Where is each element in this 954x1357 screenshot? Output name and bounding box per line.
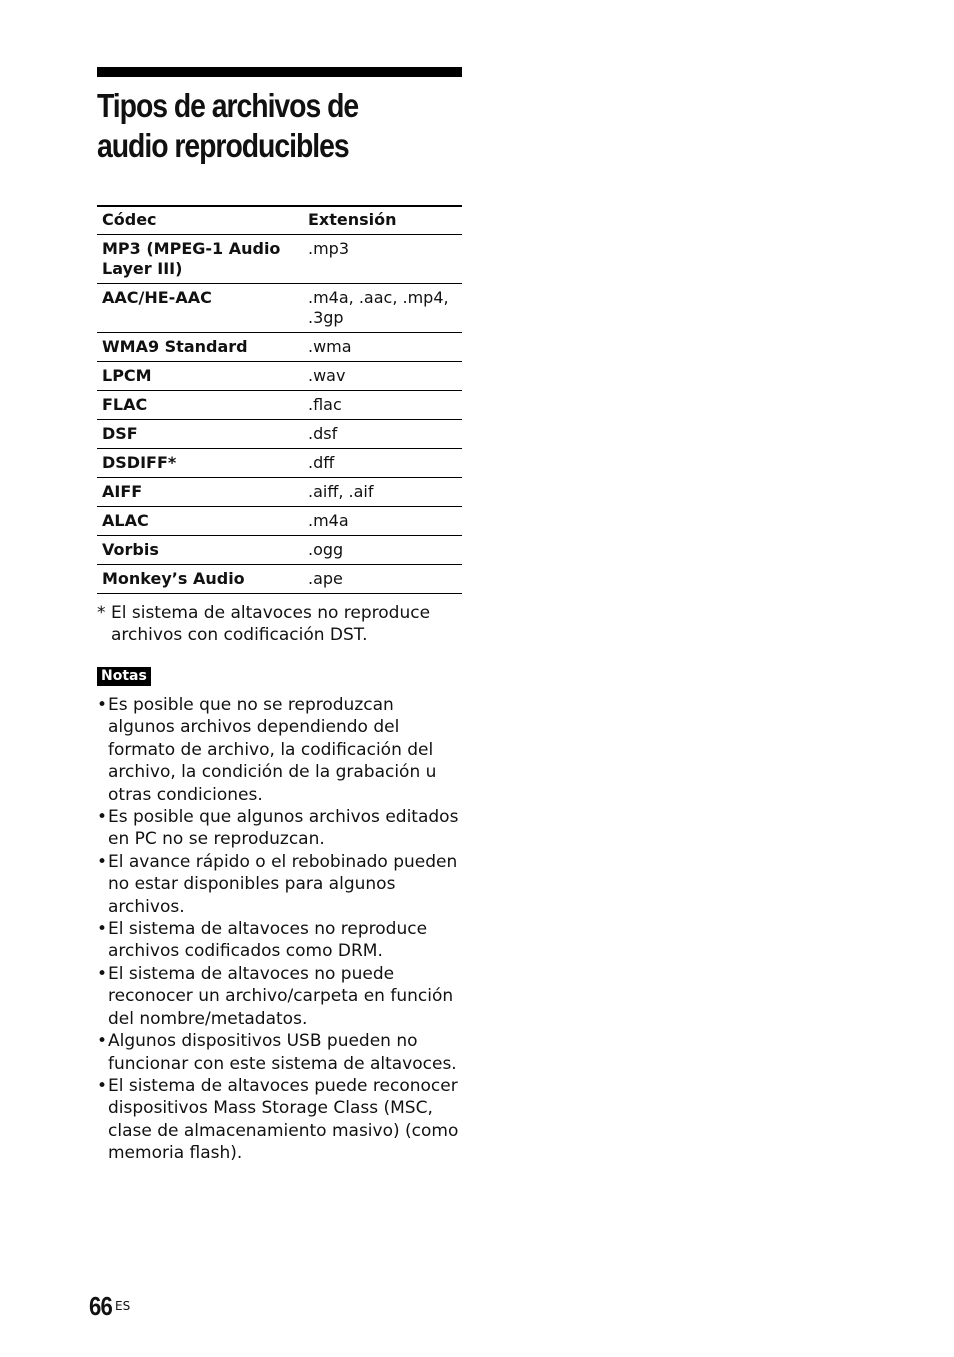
list-item <box>97 694 462 806</box>
table-row <box>97 391 462 420</box>
codec-cell: LPCM <box>97 362 303 391</box>
codec-cell: DSDIFF* <box>97 449 303 478</box>
codec-cell: AIFF <box>97 478 303 507</box>
codec-cell: ALAC <box>97 507 303 536</box>
table-row <box>97 565 462 594</box>
extension-cell: .m4a <box>303 507 462 536</box>
header-codec: Códec <box>97 206 303 235</box>
notes-list <box>97 694 462 1165</box>
header-extension: Extensión <box>303 206 462 235</box>
extension-cell: .wav <box>303 362 462 391</box>
footnote-mark: * <box>97 603 106 623</box>
note-text: Es posible que algunos archivos editados en PC no se reproduzcan. <box>108 807 459 850</box>
table-row <box>97 507 462 536</box>
extension-cell: .aiff, .aif <box>303 478 462 507</box>
extension-cell: .flac <box>303 391 462 420</box>
codec-cell: Monkey’s Audio <box>97 565 303 594</box>
bullet-icon: • <box>97 919 108 940</box>
page-language-code: ES <box>115 1299 131 1313</box>
bullet-icon: • <box>97 851 108 872</box>
page-title-line-2: audio reproducibles <box>97 127 349 164</box>
page-title-line-1: Tipos de archivos de <box>97 87 359 124</box>
codec-cell: Vorbis <box>97 536 303 565</box>
list-item <box>97 1075 462 1165</box>
bullet-icon: • <box>97 1031 108 1052</box>
table-row <box>97 536 462 565</box>
note-text: Algunos dispositivos USB pueden no funcionar con este sistema de altavoces. <box>108 1031 457 1074</box>
note-text: El sistema de altavoces no puede reconocer un archivo/carpeta en función del nombre/metadatos. <box>108 963 454 1029</box>
note-text: El avance rápido o el rebobinado pueden no estar disponibles para algunos archivos. <box>108 851 458 917</box>
table-row <box>97 478 462 507</box>
codec-table <box>97 205 462 594</box>
bullet-icon: • <box>97 1075 108 1096</box>
codec-cell: MP3 (MPEG-1 Audio Layer III) <box>97 235 303 284</box>
list-item <box>97 851 462 918</box>
page-title <box>97 86 458 166</box>
table-header-row <box>97 206 462 235</box>
extension-cell: .wma <box>303 333 462 362</box>
bullet-icon: • <box>97 963 108 984</box>
footnote-text: El sistema de altavoces no reproduce archivos con codificación DST. <box>111 603 431 645</box>
notes-label: Notas <box>97 667 151 686</box>
table-row <box>97 362 462 391</box>
extension-cell: .mp3 <box>303 235 462 284</box>
list-item <box>97 918 462 963</box>
table-row <box>97 420 462 449</box>
table-footnote <box>97 602 462 646</box>
table-row <box>97 284 462 333</box>
table-row <box>97 449 462 478</box>
title-rule <box>97 67 462 77</box>
note-text: Es posible que no se reproduzcan algunos archivos dependiendo del formato de archivo, la codificación del archivo, la condición de la grabación u otras condiciones. <box>108 695 437 805</box>
extension-cell: .dsf <box>303 420 462 449</box>
extension-cell: .ape <box>303 565 462 594</box>
table-row <box>97 333 462 362</box>
table-row <box>97 235 462 284</box>
note-text: El sistema de altavoces puede reconocer dispositivos Mass Storage Class (MSC, clase de almacenamiento masivo) (como memoria flash). <box>108 1075 459 1164</box>
note-text: El sistema de altavoces no reproduce archivos codificados como DRM. <box>108 919 428 962</box>
codec-cell: FLAC <box>97 391 303 420</box>
extension-cell: .m4a, .aac, .mp4, .3gp <box>303 284 462 333</box>
bullet-icon: • <box>97 807 108 828</box>
list-item <box>97 806 462 851</box>
codec-cell: WMA9 Standard <box>97 333 303 362</box>
codec-cell: DSF <box>97 420 303 449</box>
extension-cell: .dff <box>303 449 462 478</box>
extension-cell: .ogg <box>303 536 462 565</box>
list-item <box>97 963 462 1030</box>
bullet-icon: • <box>97 695 108 715</box>
page-number: 66 <box>89 1291 112 1321</box>
codec-cell: AAC/HE-AAC <box>97 284 303 333</box>
list-item <box>97 1030 462 1075</box>
